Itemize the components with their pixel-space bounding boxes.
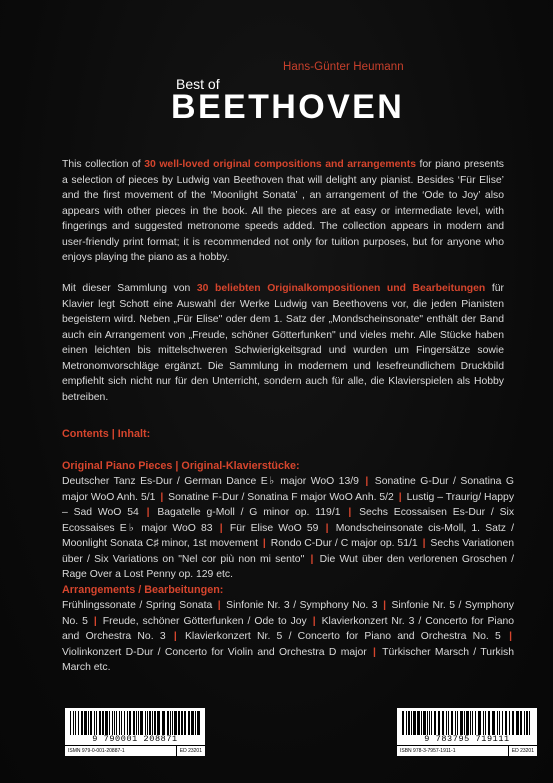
barcode-bar xyxy=(431,711,432,735)
list-separator: | xyxy=(422,538,426,549)
barcode-bar xyxy=(102,711,104,735)
barcode-bar xyxy=(466,711,469,735)
list-item: Die Wut über den verlorenen Groschen / Rage Over a Lost Penny op. 129 etc. xyxy=(62,553,514,580)
barcode-bar xyxy=(90,711,92,735)
barcode-bar xyxy=(408,711,410,735)
description-english xyxy=(62,157,504,266)
barcode-bar xyxy=(152,711,153,735)
barcode-bar xyxy=(70,711,71,735)
barcode-bar xyxy=(455,711,456,735)
list-item: Mondscheinsonate cis-Moll, 1. Satz / Moonlight Sonata C♯ minor, 1st movement xyxy=(62,522,515,549)
barcode-ismn xyxy=(65,708,205,756)
barcode-bar xyxy=(157,711,160,735)
barcode-bar xyxy=(138,711,139,735)
barcode-bar xyxy=(485,711,486,735)
barcode-bar xyxy=(188,711,190,735)
list-item: Für Elise WoO 59 xyxy=(229,522,319,534)
title-small: Best of xyxy=(176,76,220,92)
edition-number: ED 23201 xyxy=(176,746,202,757)
barcode-bar xyxy=(96,711,97,735)
barcode-bar xyxy=(145,711,146,735)
barcode-bar xyxy=(124,711,125,735)
barcode-bar xyxy=(133,711,135,735)
ismn-number: ISMN 979-0-001-20887-1 xyxy=(68,748,125,754)
list-item: Klavierkonzert Nr. 3 / Concerto for Piano and Orchestra No. 3 xyxy=(62,615,515,642)
barcode-bar xyxy=(516,711,519,735)
description-german xyxy=(62,281,504,405)
barcode-bar xyxy=(119,711,120,735)
barcode-bar xyxy=(178,711,180,735)
barcode-bar xyxy=(116,711,117,735)
contents-heading: Contents | Inhalt: xyxy=(62,428,151,440)
barcode-bar xyxy=(434,711,436,735)
description-english-highlight: 30 well-loved original compositions and arrangements xyxy=(144,159,416,170)
barcode-bar xyxy=(174,711,177,735)
list-separator: | xyxy=(93,615,97,627)
barcode-bar xyxy=(421,711,422,735)
list-item: Deutscher Tanz Es-Dur / German Dance E♭ major WoO 13/9 xyxy=(62,476,359,487)
barcode-bar xyxy=(78,711,79,735)
barcode-bar xyxy=(423,711,426,735)
barcode-bar xyxy=(512,711,514,735)
list-item: Rondo C-Dur / C major op. 51/1 xyxy=(270,538,418,549)
barcode-bar xyxy=(170,711,171,735)
list-separator: | xyxy=(160,491,164,503)
barcode-bar xyxy=(114,711,115,735)
barcode-bar xyxy=(94,711,95,735)
barcode-bar xyxy=(406,711,407,735)
barcode-bar xyxy=(121,711,122,735)
list-separator: | xyxy=(373,646,376,658)
original-pieces-heading: Original Piano Pieces | Original-Klavierstücke: xyxy=(62,460,300,472)
barcode-bar xyxy=(529,711,530,735)
barcode-footer xyxy=(397,745,537,757)
barcode-bar xyxy=(195,711,196,735)
list-item: Lustig – Traurig/ Happy – Sad WoO 54 xyxy=(62,491,515,518)
list-item: Türkischer Marsch / Turkish March etc. xyxy=(62,646,515,673)
list-item: Klavierkonzert Nr. 5 / Concerto for Piano and Orchestra No. 5 xyxy=(184,631,501,642)
barcode-bar xyxy=(417,711,420,735)
barcode-bar xyxy=(88,711,89,735)
list-separator: | xyxy=(325,522,329,534)
barcode-bar xyxy=(167,711,169,735)
isbn-number: ISBN 978-3-7957-1911-1 xyxy=(400,748,456,754)
list-item: Violinkonzert D-Dur / Concerto for Violin and Orchestra D major xyxy=(62,646,367,658)
barcode-bar xyxy=(149,711,151,735)
list-separator: | xyxy=(310,553,314,565)
barcode-bar xyxy=(509,711,510,735)
list-item: Sechs Ecossaisen Es-Dur / Six Ecossaises E♭ major WoO 83 xyxy=(62,507,515,534)
barcode-bar xyxy=(413,711,416,735)
barcode-bar xyxy=(460,711,463,735)
barcode-bar xyxy=(475,711,476,735)
description-german-intro: Mit dieser Sammlung von xyxy=(62,283,197,294)
barcode-bar xyxy=(73,711,74,735)
original-pieces-list xyxy=(62,474,514,583)
list-item: Sinfonie Nr. 5 / Symphony No. 5 xyxy=(62,600,514,627)
barcode-bars xyxy=(402,711,532,735)
barcode-bar xyxy=(184,711,186,735)
list-separator: | xyxy=(365,476,369,487)
arrangements-heading: Arrangements / Bearbeitungen: xyxy=(62,584,224,596)
barcode-bars xyxy=(70,711,200,735)
barcode-bar xyxy=(129,711,131,735)
barcode-bar xyxy=(526,711,528,735)
description-english-intro: This collection of xyxy=(62,159,145,170)
barcode-bar xyxy=(172,711,173,735)
list-separator: | xyxy=(509,631,512,642)
list-item: Sonatine G-Dur / Sonatina G major WoO Anh. 5/1 xyxy=(62,476,515,503)
barcode-isbn xyxy=(397,708,537,756)
barcode-bar xyxy=(112,711,113,735)
list-item: Sonatine F-Dur / Sonatina F major WoO Anh. 5/2 xyxy=(168,491,394,503)
list-separator: | xyxy=(383,600,386,611)
barcode-bar xyxy=(505,711,507,735)
list-item: Bagatelle g-Moll / G minor op. 119/1 xyxy=(157,507,341,518)
barcode-bar xyxy=(464,711,465,735)
barcode-bar xyxy=(470,711,471,735)
barcode-bar xyxy=(162,711,165,735)
barcode-bar xyxy=(84,711,87,735)
list-separator: | xyxy=(146,507,150,518)
list-separator: | xyxy=(173,631,177,642)
title-large: BEETHOVEN xyxy=(171,88,405,126)
list-item: Sinfonie Nr. 3 / Symphony No. 3 xyxy=(226,600,378,611)
list-separator: | xyxy=(219,522,223,534)
list-item: Sechs Variationen über / Six Variations on "Nel cor più non mi sento" xyxy=(62,538,514,565)
barcode-bar xyxy=(524,711,525,735)
barcode-bar xyxy=(502,711,503,735)
list-separator: | xyxy=(312,615,316,627)
edition-number: ED 23201 xyxy=(508,746,534,757)
barcode-bar xyxy=(488,711,490,735)
barcode-bar xyxy=(483,711,484,735)
barcode-footer xyxy=(65,745,205,757)
description-german-highlight: 30 beliebten Originalkompositionen und Bearbeitungen xyxy=(196,283,486,294)
barcode-bar xyxy=(451,711,453,735)
author-name: Hans-Günter Heumann xyxy=(283,61,404,73)
barcode-bar xyxy=(75,711,76,735)
barcode-bar xyxy=(472,711,473,735)
list-separator: | xyxy=(348,507,352,518)
barcode-bar xyxy=(446,711,447,735)
barcode-bar xyxy=(411,711,412,735)
barcode-bar xyxy=(402,711,404,735)
barcode-bar xyxy=(99,711,101,735)
barcode-bar xyxy=(429,711,430,735)
barcode-digits: 9 783795 719111 xyxy=(424,734,510,744)
barcode-bar xyxy=(109,711,110,735)
barcode-bar xyxy=(181,711,183,735)
barcode-bar xyxy=(427,711,428,735)
list-separator: | xyxy=(262,538,266,549)
barcode-bar xyxy=(497,711,498,735)
arrangements-list xyxy=(62,598,514,676)
barcode-bar xyxy=(140,711,143,735)
barcode-bar xyxy=(499,711,500,735)
barcode-bar xyxy=(448,711,449,735)
description-english-body: for piano presents a selection of pieces by Ludwig van Beethoven that will delight any pianist. Besides ‘Für Elise’ and the first movement of the ‘Moonlight Sonata’ , an arrangement of the ‘Ode to Joy’ also appears with other pieces in the book. All the pieces are at easy or intermediate level, with fingerings and suggested metronome speeds added. The collection appears in modern and user-friendly print format; it is recommended not only for tuition purposes, but for anyone who enjoys playing the piano as a hobby. xyxy=(62,159,504,263)
barcode-bar xyxy=(127,711,128,735)
barcode-bar xyxy=(197,711,200,735)
barcode-bar xyxy=(154,711,156,735)
list-separator: | xyxy=(398,491,402,503)
barcode-bar xyxy=(191,711,194,735)
list-item: Freude, schöner Götterfunken / Ode to Joy xyxy=(102,615,307,627)
barcode-bar xyxy=(457,711,458,735)
barcode-bar xyxy=(105,711,108,735)
barcode-bar xyxy=(136,711,137,735)
barcode-bar xyxy=(478,711,481,735)
barcode-bar xyxy=(147,711,148,735)
list-separator: | xyxy=(217,600,221,611)
barcode-digits: 9 790001 208871 xyxy=(92,734,178,744)
barcode-bar xyxy=(520,711,522,735)
barcode-bar xyxy=(492,711,495,735)
barcode-bar xyxy=(438,711,440,735)
barcode-bar xyxy=(442,711,444,735)
description-german-body: für Klavier legt Schott eine Auswahl der Werke Ludwig van Beethovens vor, die jeden Pianisten begeistern wird. Neben „Für Elise" oder dem 1. Satz der „Mondscheinsonate" enthält der Band auch ein Arrangement von „Freude, schöner Götterfunken" und vieles mehr. Alle Stücke haben einen leichten bis mittelschweren Schwierigkeitsgrad und wurden um Fingersätze sowie Metronomvorschläge ergänzt. Die Sammlung in modernem und lesefreundlichem Druckbild empfiehlt sich nicht nur für den Unterricht, sondern auch für alle, die Klavierspielen als Hobby betreiben. xyxy=(62,283,504,403)
list-item: Frühlingssonate / Spring Sonata xyxy=(62,600,213,611)
barcode-bar xyxy=(81,711,83,735)
